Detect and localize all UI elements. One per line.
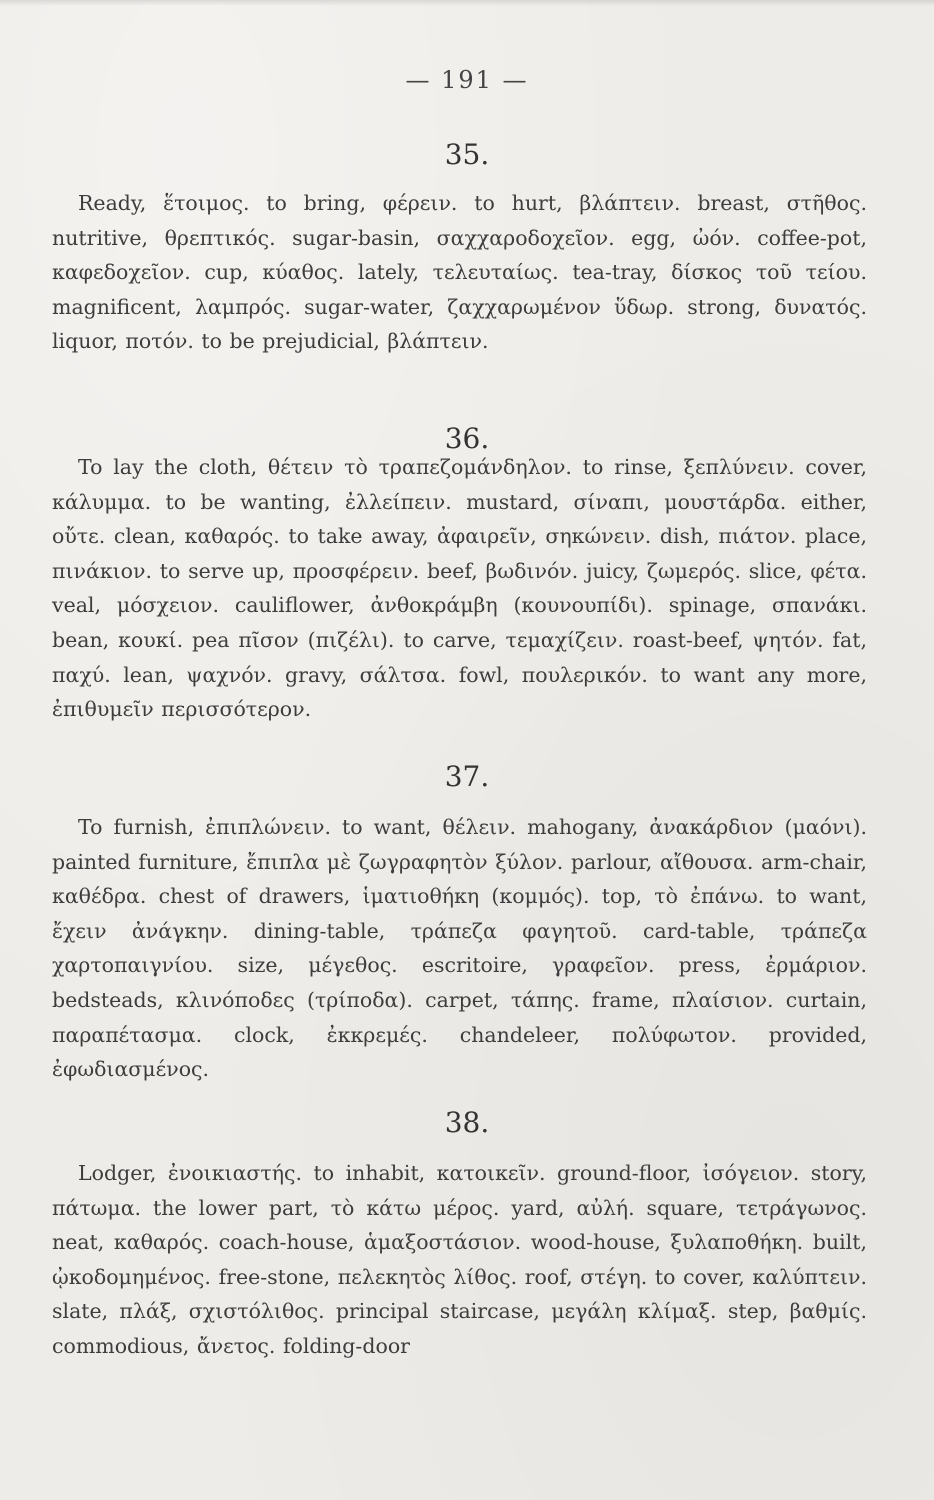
lesson-number-37: 37. [444, 760, 490, 793]
lesson-38-text: Lodger, ἐνοικιαστής. to inhabit, κατοικεῖν. ground-floor, ἰσόγειον. story, πάτωμα. the lower part, τὸ κάτω μέρος. yard, αὐλή. square, τετράγωνος. neat, καθαρός. coach-house, ἁμαξοστάσιον. wood-house, ξυλαποθήκη. built, ᾠκοδομημένος. free-stone, πελεκητὸς λίθος. roof, στέγη. to cover, καλύπτειν. slate, πλάξ, σχιστόλιθος. principal staircase, μεγάλη κλίμαξ. step, βαθμίς. commodious, ἄνετος. folding-door [52, 1161, 867, 1358]
scan-shadow [0, 0, 934, 6]
lesson-number-36: 36. [444, 422, 490, 455]
lesson-number-35: 35. [444, 138, 490, 171]
page-number: — 191 — [405, 66, 529, 94]
lesson-36-text: To lay the cloth, θέτειν τὸ τραπεζομάνδηλον. to rinse, ξεπλύνειν. cover, κάλυμμα. to be wanting, ἐλλείπειν. mustard, σίναπι, μουστάρδα. either, οὔτε. clean, καθαρός. to take away, ἀφαιρεῖν, σηκώνειν. dish, πιάτον. place, πινάκιον. to serve up, προσφέρειν. beef, βωδινόν. juicy, ζωμερός. slice, φέτα. veal, μόσχειον. cauliflower, ἀνθοκράμβη (κουνουπίδι). spinage, σπανάκι. bean, κουκί. pea πῖσον (πιζέλι). to carve, τεμαχίζειν. roast-beef, ψητόν. fat, παχύ. lean, ψαχνόν. gravy, σάλτσα. fowl, πουλερικόν. to want any more, ἐπιθυμεῖν περισσότερον. [52, 455, 867, 722]
lesson-38-vocabulary [52, 1156, 867, 1364]
lesson-35-text: Ready, ἕτοιμος. to bring, φέρειν. to hurt, βλάπτειν. breast, στῆθος. nutritive, θρεπτικός. sugar-basin, σαχχαροδοχεῖον. egg, ὠόν. coffee-pot, καφεδοχεῖον. cup, κύαθος. lately, τελευταίως. tea-tray, δίσκος τοῦ τείου. magnificent, λαμπρός. sugar-water, ζαχχαρωμένον ὕδωρ. strong, δυνατός. liquor, ποτόν. to be prejudicial, βλάπτειν. [52, 191, 867, 354]
lesson-35-vocabulary [52, 186, 867, 359]
lesson-37-text: To furnish, ἐπιπλώνειν. to want, θέλειν. mahogany, ἀνακάρδιον (μαόνι). painted furniture, ἔπιπλα μὲ ζωγραφητὸν ξύλον. parlour, αἴθουσα. arm-chair, καθέδρα. chest of drawers, ἱματιοθήκη (κομμός). top, τὸ ἐπάνω. to want, ἔχειν ἀνάγκην. dining-table, τράπεζα φαγητοῦ. card-table, τράπεζα χαρτοπαιγνίου. size, μέγεθος. escritoire, γραφεῖον. press, ἐρμάριον. bedsteads, κλινόποδες (τρίποδα). carpet, τάπης. frame, πλαίσιον. curtain, παραπέτασμα. clock, ἐκκρεμές. chandeleer, πολύφωτον. provided, ἐφωδιασμένος. [52, 815, 867, 1082]
lesson-37-vocabulary [52, 810, 867, 1087]
lesson-number-38: 38. [444, 1106, 490, 1139]
lesson-36-vocabulary [52, 450, 867, 727]
